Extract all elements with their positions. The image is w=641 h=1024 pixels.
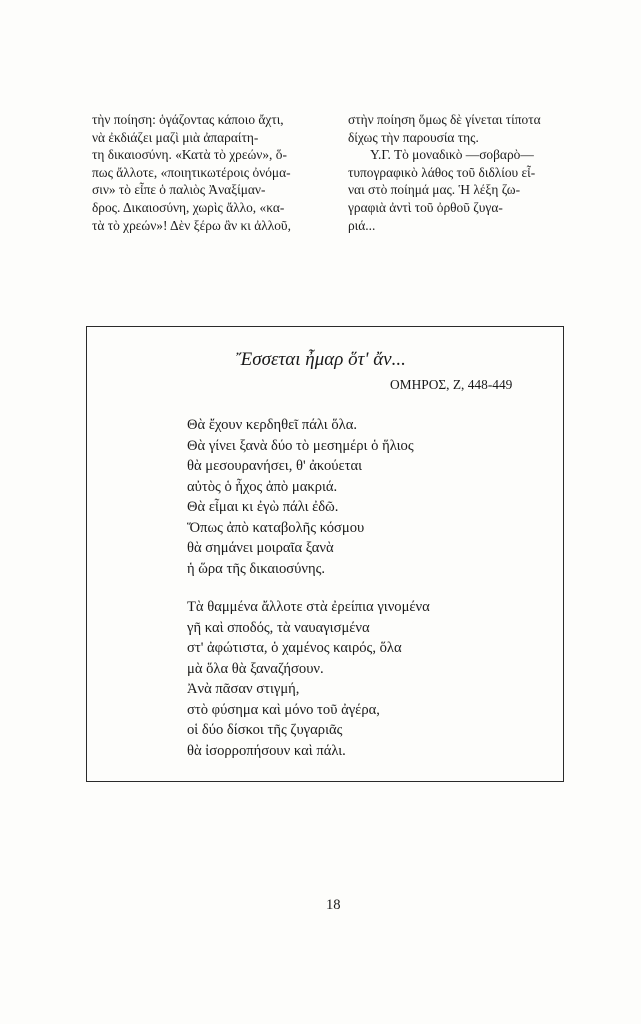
postscript-line: γραφιὰ ἀντὶ τοῦ ὀρθοῦ ζυγα- <box>348 199 503 215</box>
postscript-line: ριά... <box>348 217 376 233</box>
poem-verse: θὰ ἰσορροπήσουν καὶ πάλι. <box>187 742 346 759</box>
poem-verse: οἱ δύο δίσκοι τῆς ζυγαριᾶς <box>187 722 343 738</box>
poem-verse: θὰ μεσουρανήσει, θ' ἀκούεται <box>187 458 363 474</box>
poem-verse: Θὰ γίνει ξανὰ δύο τὸ μεσημέρι ὁ ἥλιος <box>187 437 414 454</box>
poem-verse: Θὰ ἔχουν κερδηθεῖ πάλι ὅλα. <box>187 417 358 433</box>
left-column-line: πως ἄλλοτε, «ποιητικωτέροις ὀνόμα- <box>92 164 291 180</box>
right-text-column <box>348 111 590 234</box>
poem-verse: Ὅπως ἀπὸ καταβολῆς κόσμου <box>187 519 365 536</box>
right-column-line: δίχως τὴν παρουσία της. <box>348 129 479 145</box>
postscript-line: Υ.Γ. Τὸ μοναδικὸ —σοβαρὸ— <box>370 147 534 163</box>
poem-verse: μὰ ὅλα θὰ ξαναζήσουν. <box>187 660 324 677</box>
right-column-line: στὴν ποίηση ὅμως δὲ γίνεται τίποτα <box>348 112 541 127</box>
left-text-column <box>92 111 328 234</box>
page-number: 18 <box>326 897 341 913</box>
poem-verse: Ἀνὰ πᾶσαν στιγμή, <box>187 681 300 697</box>
poem-verse: στὸ φύσημα καὶ μόνο τοῦ ἀγέρα, <box>187 701 380 718</box>
poem-verse: στ' ἀφώτιστα, ὁ χαμένος καιρός, ὅλα <box>187 640 402 656</box>
poem-verse: αὐτὸς ὁ ἦχος ἀπὸ μακριά. <box>187 478 338 495</box>
poem-stanza-2 <box>187 597 430 761</box>
poem-verse: Τὰ θαμμένα ἄλλοτε στὰ ἐρείπια γινομένα <box>187 599 430 615</box>
left-column-line: τὴν ποίηση: ὁγάζοντας κάποιο ἄχτι, <box>92 112 284 127</box>
left-column-line: τὰ τὸ χρεών»! Δὲν ξέρω ἂν κι ἀλλοῦ, <box>92 217 291 233</box>
left-column-line: δρος. Δικαιοσύνη, χωρὶς ἄλλο, «κα- <box>92 199 285 215</box>
poem-verse: ἡ ὥρα τῆς δικαιοσύνης. <box>187 560 326 577</box>
postscript-line: τυπογραφικὸ λάθος τοῦ διδλίου εἶ- <box>348 164 536 180</box>
poem-verse: θὰ σημάνει μοιραῖα ξανὰ <box>187 540 334 556</box>
left-column-line: νὰ ἐκδιάζει μαζὶ μιὰ ἀπαραίτη- <box>92 129 259 145</box>
epigraph-source: ΟΜΗΡΟΣ, Ζ, 448-449 <box>390 377 513 392</box>
poem-verse: γῆ καὶ σποδός, τὰ ναυαγισμένα <box>187 619 370 636</box>
postscript-line: ναι στὸ ποίημά μας. Ἡ λέξη ζω- <box>348 182 521 198</box>
left-column-line: σιν» τὸ εἶπε ὁ παλιὸς Ἀναξίμαν- <box>92 182 266 198</box>
poem-verse: Θὰ εἶμαι κι ἐγὼ πάλι ἐδῶ. <box>187 499 339 515</box>
left-column-line: τη δικαιοσύνη. «Κατὰ τὸ χρεών», ὅ- <box>92 147 287 163</box>
poem-epigraph: Ἔσσεται ἦμαρ ὅτ' ἄν... <box>236 349 406 370</box>
poem-stanza-1 <box>187 415 414 579</box>
